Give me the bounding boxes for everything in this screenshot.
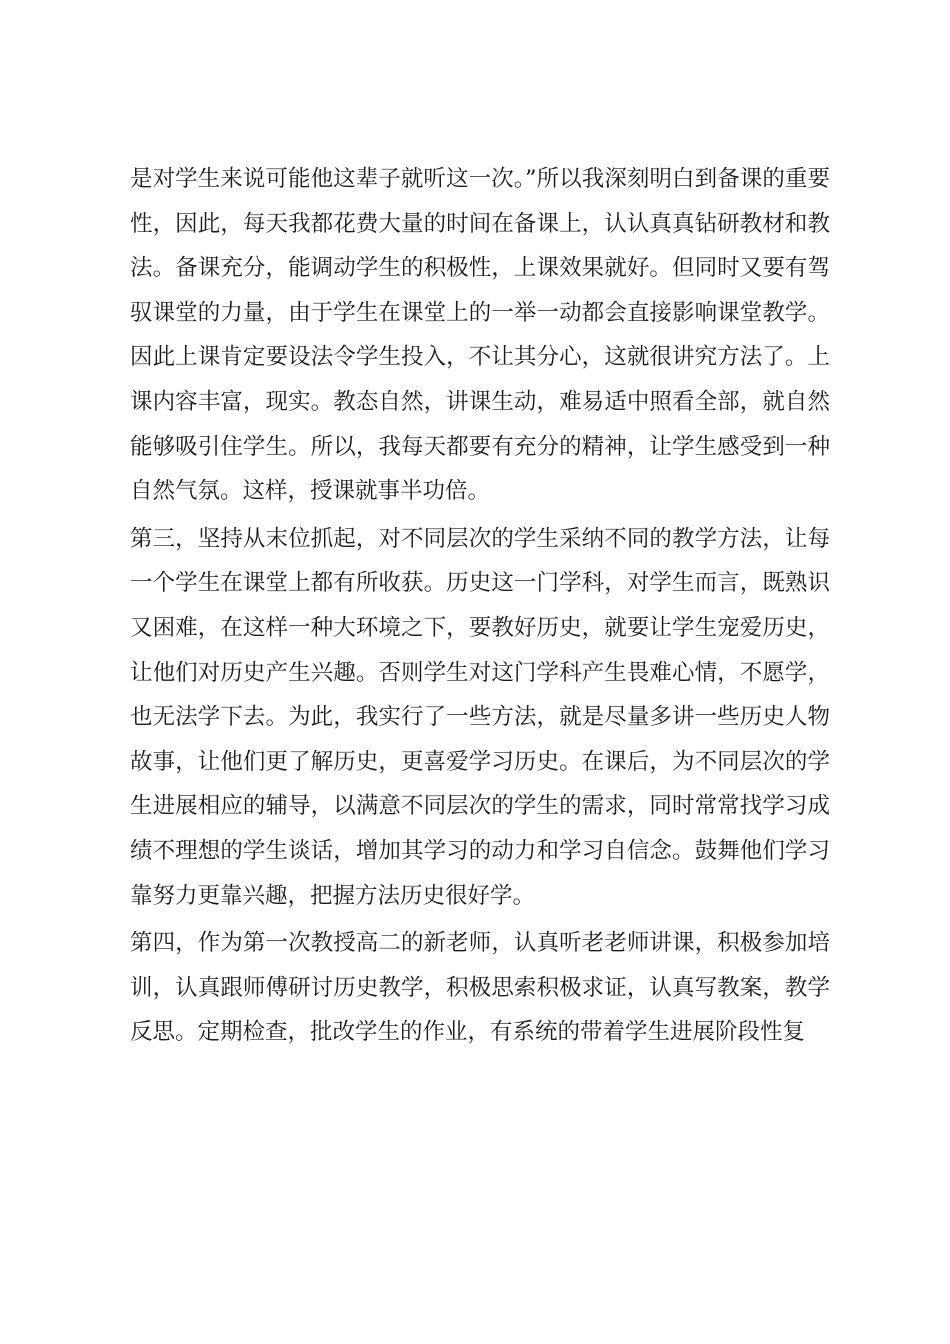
paragraph-2: 第三，坚持从末位抓起，对不同层次的学生采纳不同的教学方法，让每一个学生在课堂上都有所收获。历史这一门学科，对学生而言，既熟识又困难，在这样一种大环境之下，要教好历史，就要让学生宠爱历史，让他们对历史产生兴趣。否则学生对这门学科产生畏难心情，不愿学，也无法学下去。为此，我实行了一些方法，就是尽量多讲一些历史人物故事，让他们更了解历史，更喜爱学习历史。在课后，为不同层次的学生进展相应的辅导，以满意不同层次的学生的需求，同时常常找学习成绩不理想的学生谈话，增加其学习的动力和学习自信念。鼓舞他们学习靠努力更靠兴趣，把握方法历史很好学。	[130, 525, 830, 909]
paragraph-1: 是对学生来说可能他这辈子就听这一次。”所以我深刻明白到备课的重要性，因此，每天我都花费大量的时间在备课上，认认真真钻研教材和教法。备课充分，能调动学生的积极性，上课效果就好。但同时又要有驾驭课堂的力量，由于学生在课堂上的一举一动都会直接影响课堂教学。因此上课肯定要设法令学生投入，不让其分心，这就很讲究方法了。上课内容丰富，现实。教态自然，讲课生动，难易适中照看全部，就自然能够吸引住学生。所以，我每天都要有充分的精神，让学生感受到一种自然气氛。这样，授课就事半功倍。	[130, 166, 830, 505]
document-body	[130, 157, 830, 1055]
paragraph-3: 第四，作为第一次教授高二的新老师，认真听老老师讲课，积极参加培训，认真跟师傅研讨历史教学，积极思索积极求证，认真写教案，教学反思。定期检查，批改学生的作业，有系统的带着学生进展阶段性复	[130, 930, 830, 1046]
